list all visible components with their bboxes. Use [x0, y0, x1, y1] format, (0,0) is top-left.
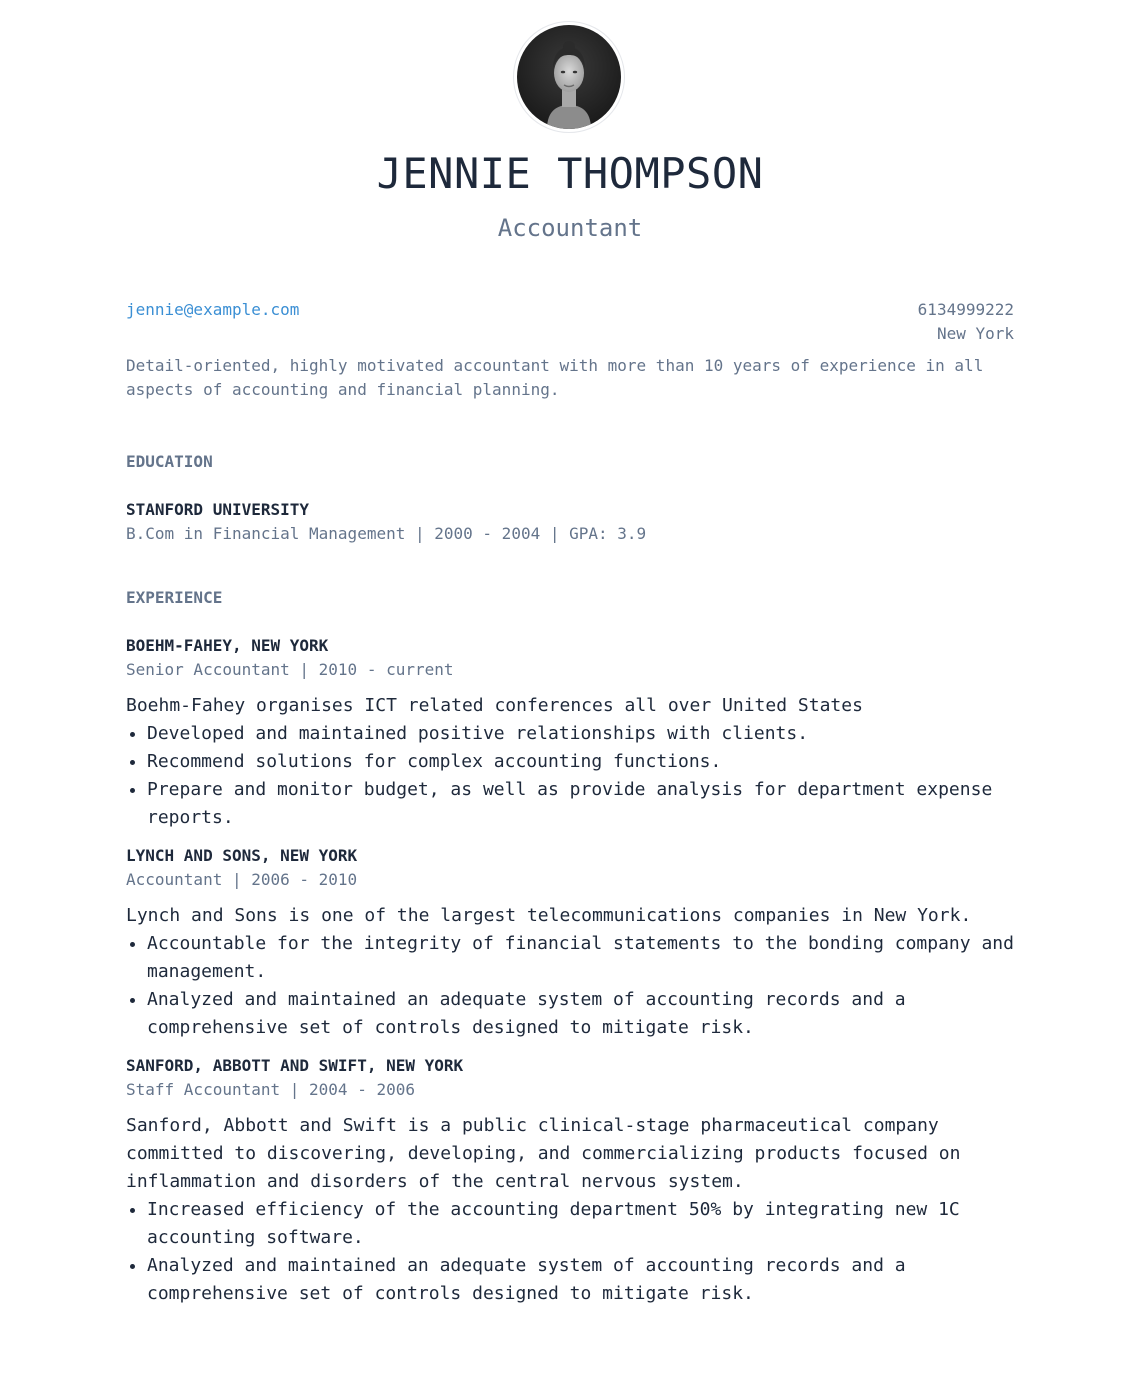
job-description: Sanford, Abbott and Swift is a public clinical-stage pharmaceutical company committed to discovering, developing, and commercializing products focused on inflammation and disorders of the central nervous system. — [126, 1115, 961, 1192]
list-item: Recommend solutions for complex accounting functions. — [126, 748, 1016, 776]
job-position: Senior Accountant | 2010 - current — [126, 660, 454, 679]
list-item: Prepare and monitor budget, as well as provide analysis for department expense reports. — [126, 776, 1016, 832]
job-bullets — [126, 1196, 1016, 1308]
section-heading-experience: EXPERIENCE — [126, 588, 223, 607]
education-entry — [126, 498, 1016, 546]
job-bullets — [126, 930, 1016, 1042]
list-item: Developed and maintained positive relationships with clients. — [126, 720, 1016, 748]
company-name: SANFORD, ABBOTT AND SWIFT, NEW YORK — [126, 1056, 464, 1075]
list-item: Analyzed and maintained an adequate system of accounting records and a comprehensive set of controls designed to mitigate risk. — [126, 1252, 1016, 1308]
contact-info — [918, 298, 1014, 346]
job-description: Lynch and Sons is one of the largest telecommunications companies in New York. — [126, 905, 972, 926]
resume-name: JENNIE THOMPSON — [376, 149, 764, 198]
email-link[interactable]: jennie@example.com — [126, 300, 300, 319]
job-position: Staff Accountant | 2004 - 2006 — [126, 1080, 415, 1099]
phone-number: 6134999222 — [917, 300, 1014, 319]
list-item: Accountable for the integrity of financial statements to the bonding company and management. — [126, 930, 1016, 986]
location: New York — [936, 324, 1014, 343]
experience-section — [126, 586, 1016, 1308]
company-name: LYNCH AND SONS, NEW YORK — [126, 846, 358, 865]
section-heading-education: EDUCATION — [126, 452, 213, 471]
job-description: Boehm-Fahey organises ICT related conferences all over United States — [126, 695, 863, 716]
job-entry — [126, 1054, 1016, 1308]
education-section — [126, 450, 1016, 546]
avatar-frame — [513, 21, 625, 133]
resume-role: Accountant — [497, 214, 643, 242]
company-name: BOEHM-FAHEY, NEW YORK — [126, 636, 329, 655]
resume-content — [126, 450, 1016, 1320]
job-entry — [126, 844, 1016, 1042]
summary: Detail-oriented, highly motivated accountant with more than 10 years of experience in all aspects of accounting and financial planning. — [126, 356, 984, 399]
job-bullets — [126, 720, 1016, 832]
job-position: Accountant | 2006 - 2010 — [126, 870, 358, 889]
avatar — [517, 25, 621, 129]
job-entry — [126, 634, 1016, 832]
degree-details: B.Com in Financial Management | 2000 - 2004 | GPA: 3.9 — [126, 524, 647, 543]
school-name: STANFORD UNIVERSITY — [126, 500, 310, 519]
list-item: Increased efficiency of the accounting department 50% by integrating new 1C accounting software. — [126, 1196, 1016, 1252]
list-item: Analyzed and maintained an adequate system of accounting records and a comprehensive set of controls designed to mitigate risk. — [126, 986, 1016, 1042]
